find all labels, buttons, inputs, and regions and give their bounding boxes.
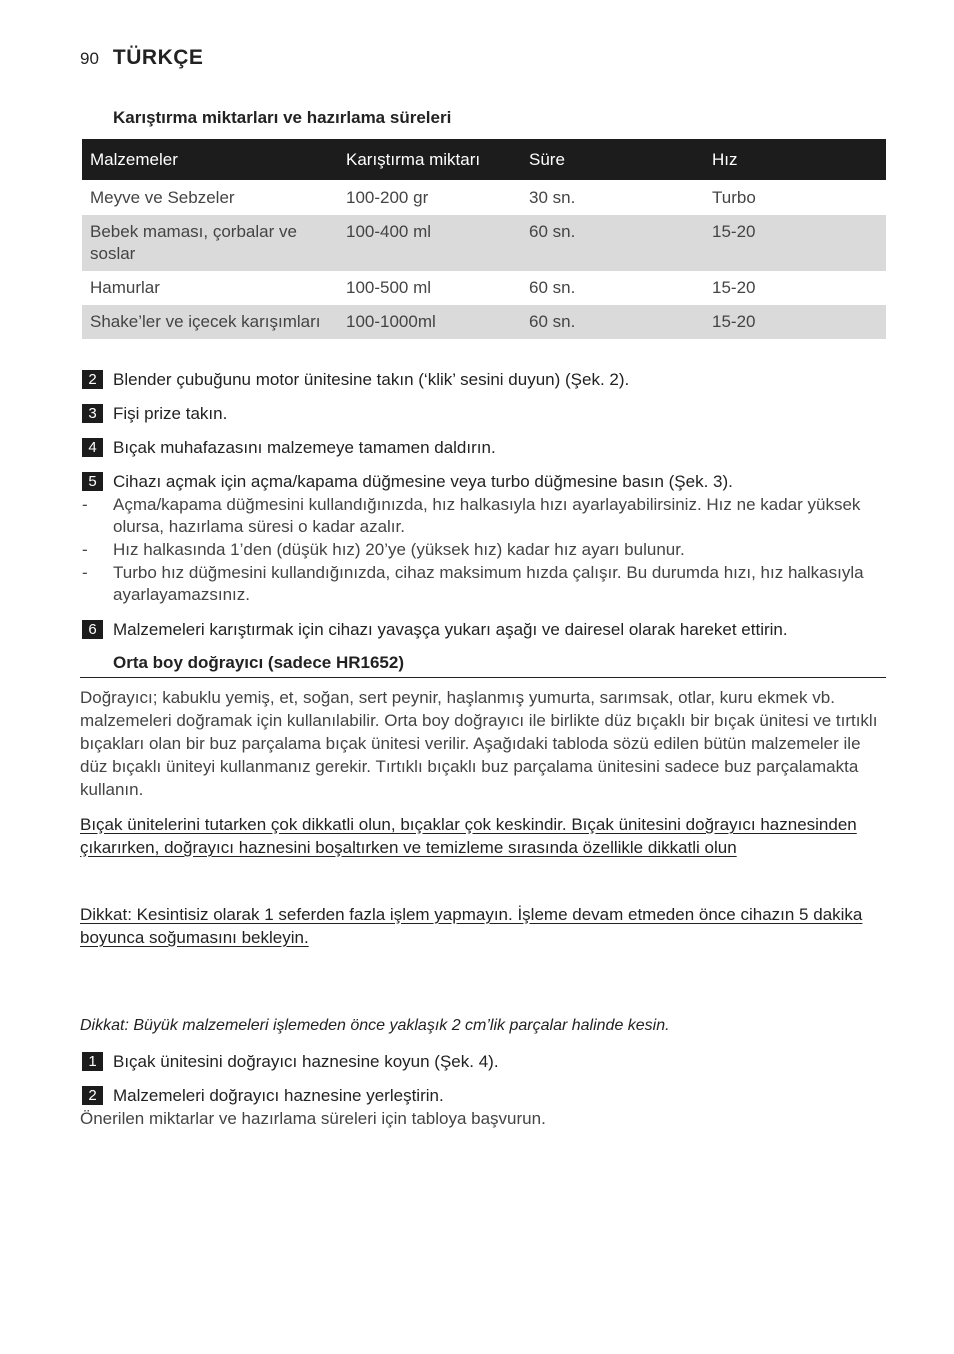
step-text: Bıçak ünitesini doğrayıcı haznesine koyun (Şek. 4).	[113, 1052, 499, 1071]
step-number: 5	[82, 472, 103, 491]
language-title: TÜRKÇE	[112, 46, 204, 69]
bullet-text: Hız halkasında 1’den (düşük hız) 20’ye (yüksek hız) kadar hız ayarı bulunur.	[113, 540, 685, 559]
table-row	[82, 305, 886, 339]
table-cell: 15-20	[712, 278, 756, 297]
bullet-item: - Hız halkasında 1’den (düşük hız) 20’ye (yüksek hız) kadar hız ayarı bulunur.	[82, 540, 685, 559]
intro-paragraph: Doğrayıcı; kabuklu yemiş, et, soğan, sert peynir, haşlanmış yumurta, sarımsak, otlar, kuru ekmek vb. malzemeleri doğramak için kullanılabilir. Orta boy doğrayıcı ile birlikte düz bıçaklı bir bıçak ünitesi ve tırtıklı bıçakları olan bir buz parçalama bıçak ünitesi verilir. Aşağıdaki tabloda sözü edilen bütün malzemeler ile düz bıçaklı üniteyi kullanmanız gerekir. Tırtıklı bıçaklı buz parçalama ünitesini sadece buz parçalamakta kullanın.	[80, 688, 878, 799]
table-cell: 100-500 ml	[346, 278, 432, 297]
step-item	[82, 471, 733, 493]
table-cell: 100-1000ml	[338, 305, 521, 339]
bullet-text: Açma/kapama düğmesini kullandığınızda, hız halkasıyla hızı ayarlayabilirsiniz. Hız ne kadar yüksek olursa, hazırlama süresi o kadar azalır.	[113, 495, 861, 536]
table-cell: 15-20	[704, 215, 886, 271]
step-text: Fişi prize takın.	[113, 404, 228, 423]
section-heading-chopper: Orta boy doğrayıcı (sadece HR1652)	[113, 653, 405, 672]
bullet-item: - Turbo hız düğmesini kullandığınızda, cihaz maksimum hızda çalışır. Bu durumda hızı, hız halkasıyla ayarlayamazsınız.	[82, 562, 882, 606]
table-cell: Turbo	[712, 188, 756, 207]
step-text: Malzemeleri doğrayıcı haznesine yerleştirin.	[113, 1086, 444, 1105]
table-cell: 15-20	[704, 305, 886, 339]
bullet-item: - Açma/kapama düğmesini kullandığınızda, hız halkasıyla hızı ayarlayabilirsiniz. Hız ne kadar yüksek olursa, hazırlama süresi o kadar azalır.	[82, 494, 882, 538]
section-heading-mixing: Karıştırma miktarları ve hazırlama süreleri	[113, 108, 452, 127]
table-row	[82, 180, 886, 215]
footer-paragraph: Önerilen miktarlar ve hazırlama süreleri için tabloya başvurun.	[80, 1109, 546, 1128]
step-item	[82, 437, 496, 459]
table-cell: Bebek maması, çorbalar ve soslar	[82, 215, 338, 271]
table-cell: 30 sn.	[529, 188, 576, 207]
table-header-row	[82, 139, 886, 180]
step-item	[82, 369, 629, 391]
step-item	[82, 403, 227, 425]
table-cell: 100-400 ml	[338, 215, 521, 271]
heading-divider	[80, 677, 886, 678]
step-text: Cihazı açmak için açma/kapama düğmesine veya turbo düğmesine basın (Şek. 3).	[113, 472, 733, 491]
table-header-cell: Malzemeler	[82, 139, 338, 180]
table-cell: Hamurlar	[90, 278, 160, 297]
step-number: 4	[82, 438, 103, 457]
table-cell: 100-200 gr	[346, 188, 429, 207]
table-row	[82, 271, 886, 305]
table-cell: 60 sn.	[521, 305, 704, 339]
table-header-cell: Hız	[704, 139, 886, 180]
page-header	[80, 46, 203, 70]
table-header-cell: Karıştırma miktarı	[338, 139, 521, 180]
warning-cooldown: Dikkat: Kesintisiz olarak 1 seferden fazla işlem yapmayın. İşleme devam etmeden önce cihazın 5 dakika boyunca soğumasını bekleyin.	[80, 905, 863, 947]
table-header-cell: Süre	[521, 139, 704, 180]
step-number: 1	[82, 1052, 103, 1071]
caution-note: Dikkat: Büyük malzemeleri işlemeden önce yaklaşık 2 cm’lik parçalar halinde kesin.	[80, 1017, 670, 1034]
table-row	[82, 215, 886, 271]
step-item	[82, 1051, 499, 1073]
step-text: Blender çubuğunu motor ünitesine takın (‘klik’ sesini duyun) (Şek. 2).	[113, 370, 630, 389]
warning-blades: Bıçak ünitelerini tutarken çok dikkatli olun, bıçaklar çok keskindir. Bıçak ünitesini doğrayıcı haznesinden çıkarırken, doğrayıcı haznesini boşaltırken ve temizleme sırasında özellikle dikkatli olun	[80, 815, 857, 857]
table-cell: 60 sn.	[521, 215, 704, 271]
step-number: 2	[82, 1086, 103, 1105]
step-text: Bıçak muhafazasını malzemeye tamamen daldırın.	[113, 438, 496, 457]
step-number: 2	[82, 370, 103, 389]
bullet-text: Turbo hız düğmesini kullandığınızda, cihaz maksimum hızda çalışır. Bu durumda hızı, hız halkasıyla ayarlayamazsınız.	[113, 563, 864, 604]
step-item	[82, 1085, 444, 1107]
table-cell: 60 sn.	[529, 278, 576, 297]
step-number: 6	[82, 620, 103, 639]
step-text: Malzemeleri karıştırmak için cihazı yavaşça yukarı aşağı ve dairesel olarak hareket ettirin.	[113, 620, 788, 639]
table-cell: Meyve ve Sebzeler	[90, 188, 235, 207]
page-number: 90	[80, 49, 99, 68]
mixing-table	[82, 139, 886, 339]
step-item	[82, 619, 788, 641]
table-cell: Shake’ler ve içecek karışımları	[82, 305, 338, 339]
step-number: 3	[82, 404, 103, 423]
